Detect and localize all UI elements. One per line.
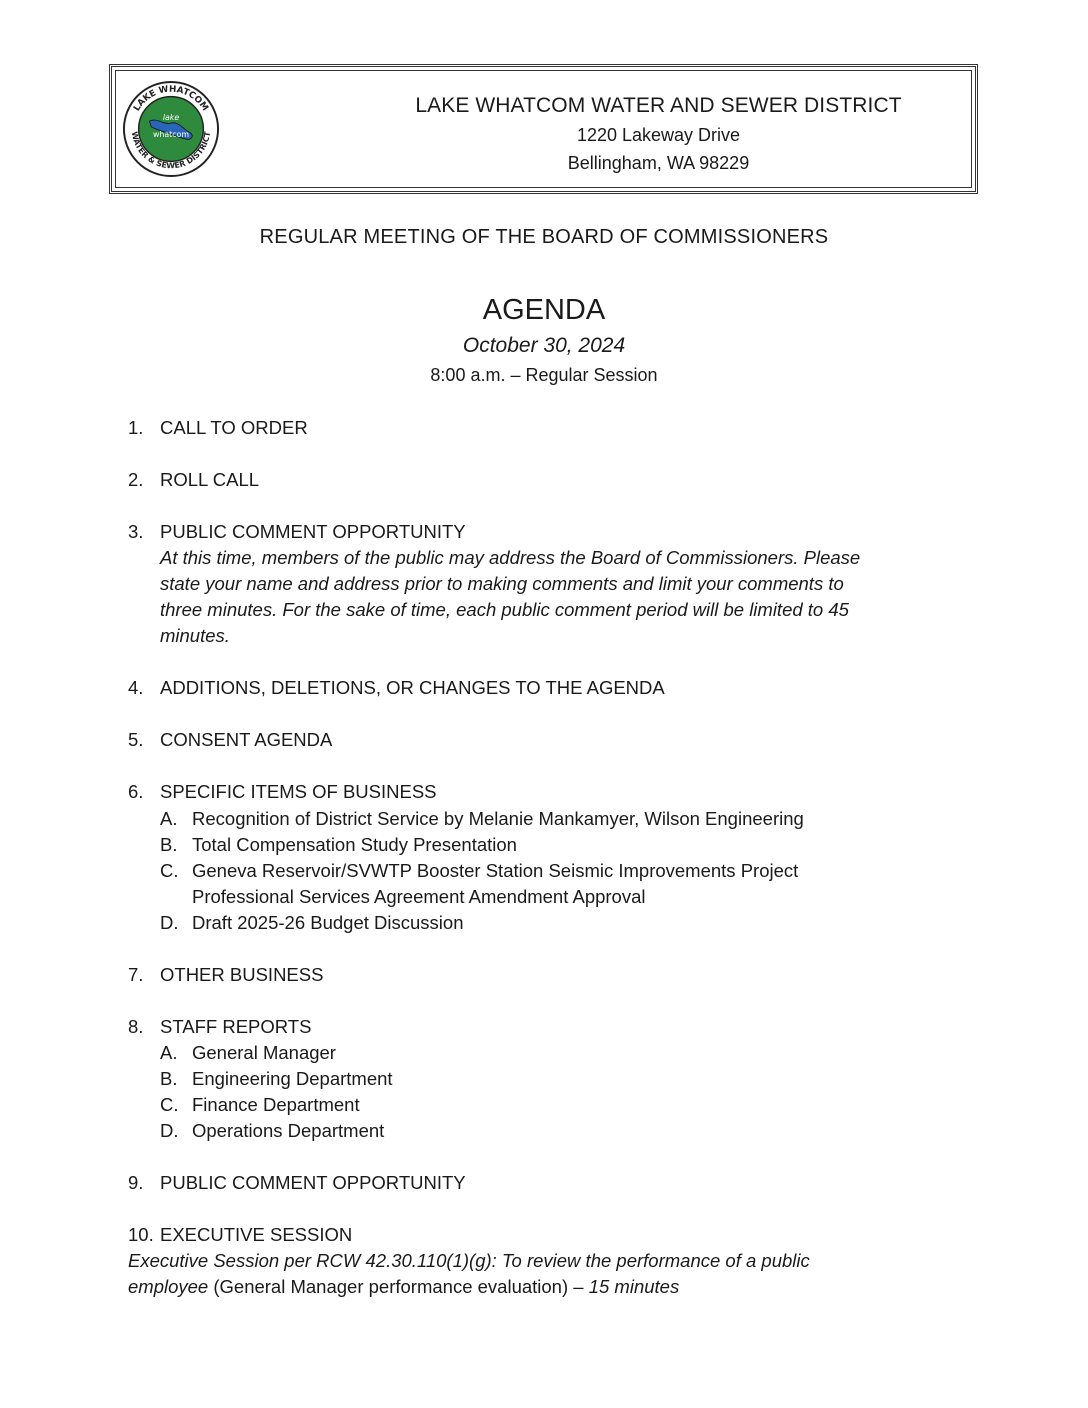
organization-name: LAKE WHATCOM WATER AND SEWER DISTRICT bbox=[415, 94, 902, 117]
address-line-2: Bellingham, WA 98229 bbox=[567, 153, 750, 173]
sub-item-text: Draft 2025-26 Budget Discussion bbox=[192, 912, 464, 933]
sub-item-letter: A. bbox=[160, 1042, 178, 1063]
agenda-title: AGENDA bbox=[482, 294, 606, 326]
note-line: At this time, members of the public may address the Board of Commissioners. Please bbox=[160, 547, 861, 568]
sub-item bbox=[0, 1092, 1088, 1118]
sub-item bbox=[0, 806, 1088, 832]
item-label: ADDITIONS, DELETIONS, OR CHANGES TO THE AGENDA bbox=[160, 677, 665, 698]
sub-item-text: Finance Department bbox=[192, 1094, 360, 1115]
exec-note-line-2 bbox=[128, 1274, 948, 1300]
address-line-1: 1220 Lakeway Drive bbox=[576, 125, 741, 145]
sub-item-letter: C. bbox=[160, 1094, 179, 1115]
executive-session-note bbox=[128, 1248, 948, 1300]
item-label: PUBLIC COMMENT OPPORTUNITY bbox=[160, 521, 466, 542]
item-label: ROLL CALL bbox=[160, 469, 260, 490]
sub-item-text: Total Compensation Study Presentation bbox=[192, 834, 517, 855]
item-label: STAFF REPORTS bbox=[160, 1016, 312, 1037]
agenda-session: 8:00 a.m. – Regular Session bbox=[430, 365, 658, 385]
svg-text:LAKE WHATCOM: LAKE WHATCOM bbox=[132, 84, 210, 114]
sub-item-letter: B. bbox=[160, 1068, 178, 1089]
svg-text:WATER & SEWER DISTRICT: WATER & SEWER DISTRICT bbox=[129, 130, 213, 171]
sub-item-text: General Manager bbox=[192, 1042, 336, 1063]
note-line: three minutes. For the sake of time, each public comment period will be limited to 45 bbox=[160, 599, 849, 620]
item-number: 4. bbox=[128, 677, 144, 698]
sub-item-text: Operations Department bbox=[192, 1120, 385, 1141]
note-line: state your name and address prior to making comments and limit your comments to bbox=[160, 573, 844, 594]
item-label: SPECIFIC ITEMS OF BUSINESS bbox=[160, 781, 437, 802]
sub-item-letter: D. bbox=[160, 912, 179, 933]
item-number: 9. bbox=[128, 1172, 144, 1193]
item-label: CALL TO ORDER bbox=[160, 417, 308, 438]
item-number: 5. bbox=[128, 729, 144, 750]
sub-item-letter: A. bbox=[160, 808, 178, 829]
sub-item bbox=[0, 1118, 1088, 1144]
exec-note-employee: employee bbox=[128, 1276, 209, 1297]
sub-item bbox=[0, 1040, 1088, 1066]
sub-item bbox=[0, 910, 1088, 936]
item-number: 7. bbox=[128, 964, 144, 985]
sub-item-letter: B. bbox=[160, 834, 178, 855]
sub-item bbox=[0, 858, 1088, 910]
item-label: PUBLIC COMMENT OPPORTUNITY bbox=[160, 1172, 466, 1193]
sub-item-text: Professional Services Agreement Amendment Approval bbox=[192, 886, 646, 907]
header-box bbox=[109, 64, 978, 194]
meeting-title: REGULAR MEETING OF THE BOARD OF COMMISSIONERS bbox=[259, 226, 829, 248]
note-line: minutes. bbox=[160, 625, 230, 646]
item-number: 8. bbox=[128, 1016, 144, 1037]
district-logo-icon bbox=[122, 80, 220, 178]
sub-item-text: Recognition of District Service by Melanie Mankamyer, Wilson Engineering bbox=[192, 808, 804, 829]
item-number: 6. bbox=[128, 781, 144, 802]
exec-note-line-1: Executive Session per RCW 42.30.110(1)(g): To review the performance of a public bbox=[128, 1250, 810, 1271]
agenda-date: October 30, 2024 bbox=[462, 334, 626, 357]
item-number: 1. bbox=[128, 417, 144, 438]
public-comment-note bbox=[160, 545, 960, 649]
item-label: CONSENT AGENDA bbox=[160, 729, 333, 750]
organization-block bbox=[342, 91, 975, 177]
svg-text:lake: lake bbox=[162, 113, 180, 123]
item-label: OTHER BUSINESS bbox=[160, 964, 324, 985]
sub-item bbox=[0, 1066, 1088, 1092]
exec-note-duration: 15 minutes bbox=[588, 1276, 680, 1297]
sub-item-letter: C. bbox=[160, 860, 179, 881]
sub-item bbox=[0, 832, 1088, 858]
sub-item-letter: D. bbox=[160, 1120, 179, 1141]
exec-note-detail: (General Manager performance evaluation) – bbox=[208, 1276, 589, 1297]
sub-item-text: Engineering Department bbox=[192, 1068, 393, 1089]
item-label: EXECUTIVE SESSION bbox=[160, 1224, 353, 1245]
item-number: 2. bbox=[128, 469, 144, 490]
sub-item-text: Geneva Reservoir/SVWTP Booster Station Seismic Improvements Project bbox=[192, 860, 799, 881]
item-number: 3. bbox=[128, 521, 144, 542]
svg-text:whatcom: whatcom bbox=[153, 129, 189, 139]
item-number: 10. bbox=[128, 1224, 154, 1245]
